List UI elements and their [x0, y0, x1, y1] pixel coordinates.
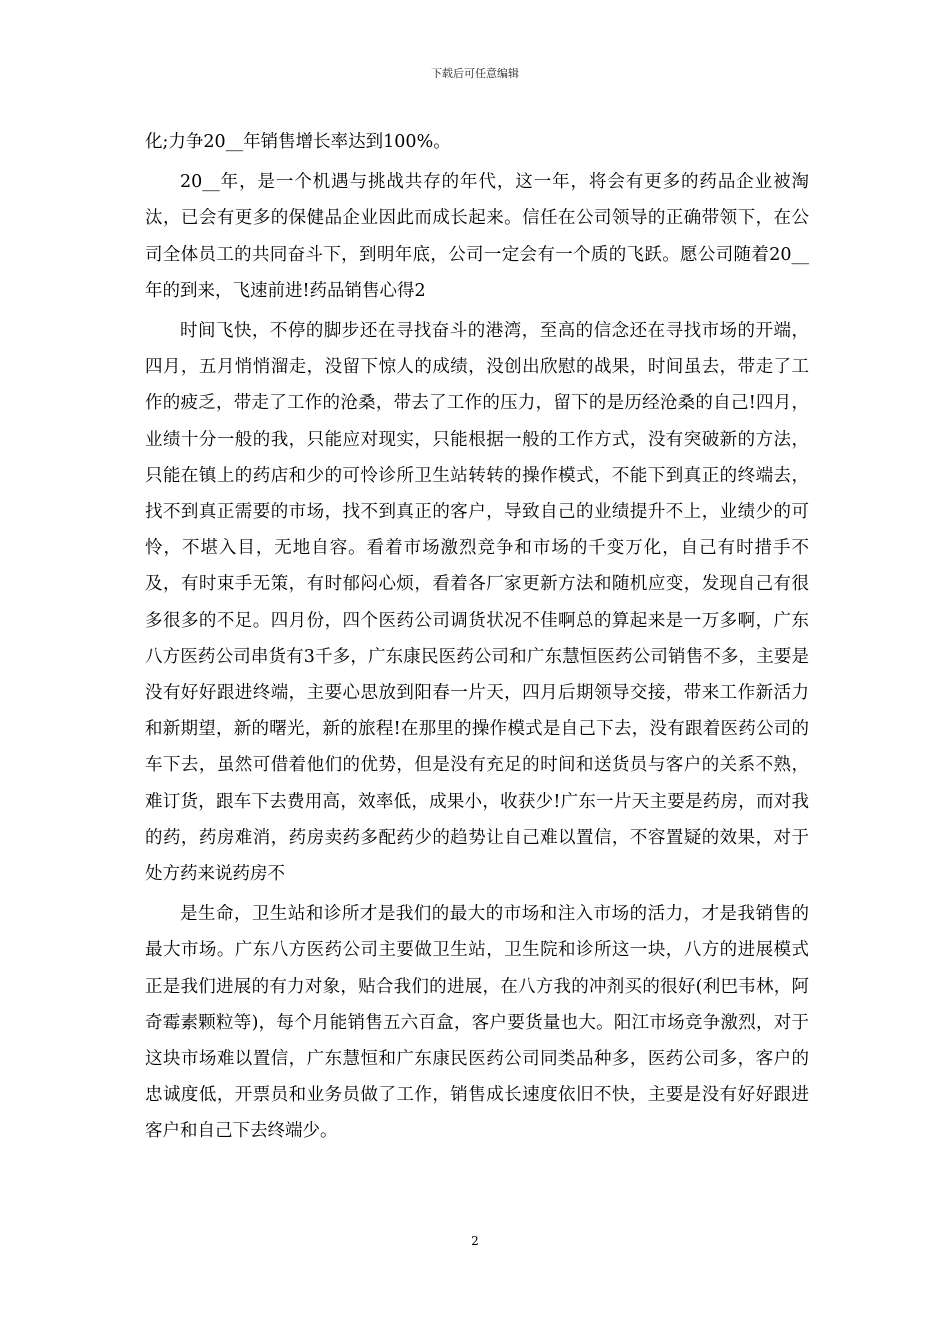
document-body: [145, 124, 809, 1154]
paragraph-2: 20__年，是一个机遇与挑战共存的年代，这一年，将会有更多的药品企业被淘汰，已会有更多的保健品企业因此而成长起来。信任在公司领导的正确带领下，在公司全体员工的共同奋斗下，到明年底，公司一定会有一个质的飞跃。愿公司随着20__年的到来，飞速前进!药品销售心得2: [145, 172, 809, 301]
paragraph-3: 时间飞快，不停的脚步还在寻找奋斗的港湾，至高的信念还在寻找市场的开端，四月，五月悄悄溜走，没留下惊人的成绩，没创出欣慰的战果，时间虽去，带走了工作的疲乏，带走了工作的沧桑，带去了工作的压力，留下的是历经沧桑的自己!四月，业绩十分一般的我，只能应对现实，只能根据一般的工作方式，没有突破新的方法，只能在镇上的药店和少的可怜诊所卫生站转转的操作模式，不能下到真正的终端去，找不到真正需要的市场，找不到真正的客户，导致自己的业绩提升不上，业绩少的可怜，不堪入目，无地自容。看着市场激烈竞争和市场的千变万化，自己有时措手不及，有时束手无策，有时郁闷心烦，看着各厂家更新方法和随机应变，发现自己有很多很多的不足。四月份，四个医药公司调货状况不佳啊总的算起来是一万多啊，广东八方医药公司串货有3千多，广东康民医药公司和广东慧恒医药公司销售不多，主要是没有好好跟进终端，主要心思放到阳春一片天，四月后期领导交接，带来工作新活力和新期望，新的曙光，新的旅程!在那里的操作模式是自己下去，没有跟着医药公司的车下去，虽然可借着他们的优势，但是没有充足的时间和送货员与客户的关系不熟，难订货，跟车下去费用高，效率低，成果小，收获少!广东一片天主要是药房，而对我的药，药房难消，药房卖药多配药少的趋势让自己难以置信，不容置疑的效果，对于处方药来说药房不: [145, 321, 809, 885]
paragraph-4: 是生命，卫生站和诊所才是我们的最大的市场和注入市场的活力，才是我销售的最大市场。广东八方医药公司主要做卫生站，卫生院和诊所这一块，八方的进展模式正是我们进展的有力对象，贴合我们的进展，在八方我的冲剂买的很好(利巴韦林，阿奇霉素颗粒等)，每个月能销售五六百盒，客户要货量也大。阳江市场竞争激烈，对于这块市场难以置信，广东慧恒和广东康民医药公司同类品种多，医药公司多，客户的忠诚度低，开票员和业务员做了工作，销售成长速度依旧不快，主要是没有好好跟进客户和自己下去终端少。: [145, 904, 809, 1142]
page-number: 2: [471, 1234, 479, 1248]
page-header: 下载后可任意编辑: [431, 67, 519, 80]
paragraph-1: 化;力争20__年销售增长率达到100%。: [145, 132, 451, 152]
